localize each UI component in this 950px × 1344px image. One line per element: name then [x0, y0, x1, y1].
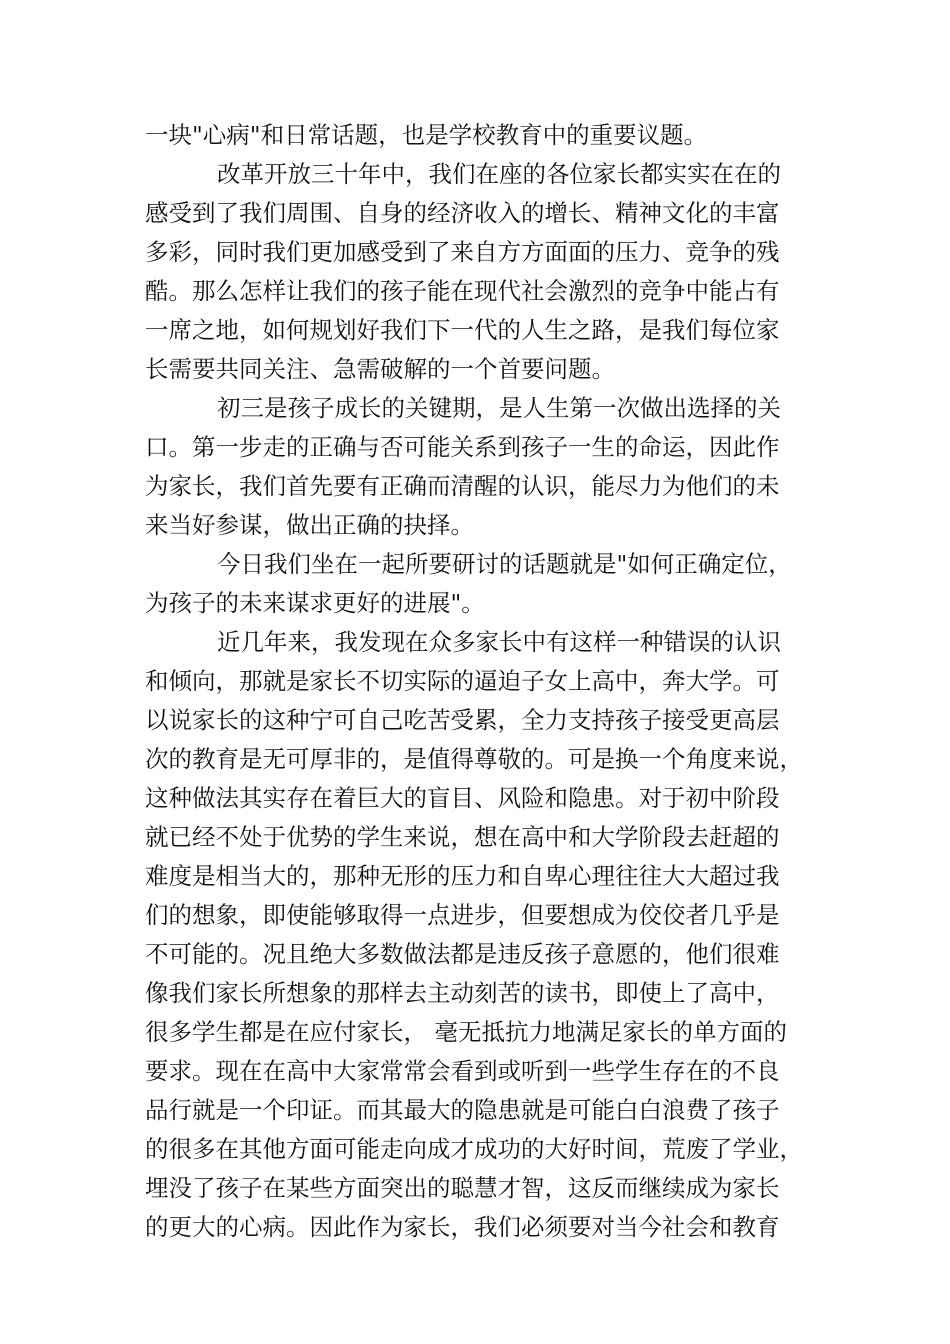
text-line-14: 近几年来，我发现在众多家长中有这样一种错误的认识 [217, 628, 781, 656]
text-line-4: 多彩，同时我们更加感受到了来自方方面面的压力、竞争的残 [145, 238, 780, 266]
text-line-2: 改革开放三十年中，我们在座的各位家长都实实在在的 [217, 160, 781, 188]
text-line-7: 长需要共同关注、急需破解的一个首要问题。 [145, 355, 615, 383]
text-line-11: 来当好参谋，做出正确的抉择。 [145, 511, 474, 539]
text-line-17: 次的教育是无可厚非的，是值得尊敬的。可是换一个角度来说， [145, 745, 803, 773]
text-line-6: 一席之地，如何规划好我们下一代的人生之路，是我们每位家 [145, 316, 780, 344]
text-line-1: 一块"心病"和日常话题，也是学校教育中的重要议题。 [145, 121, 708, 149]
text-line-22: 不可能的。况且绝大多数做法都是违反孩子意愿的，他们很难 [145, 940, 780, 968]
text-line-5: 酷。那么怎样让我们的孩子能在现代社会激烈的竞争中能占有 [145, 277, 780, 305]
text-line-19: 就已经不处于优势的学生来说，想在高中和大学阶段去赶超的 [145, 823, 780, 851]
text-line-27: 的很多在其他方面可能走向成才成功的大好时间，荒废了学业， [145, 1135, 803, 1163]
text-line-29: 的更大的心病。因此作为家长，我们必须要对当今社会和教育 [145, 1213, 780, 1241]
text-line-9: 口。第一步走的正确与否可能关系到孩子一生的命运，因此作 [145, 433, 780, 461]
text-line-24: 很多学生都是在应付家长， 毫无抵抗力地满足家长的单方面的 [145, 1018, 787, 1046]
text-line-12: 今日我们坐在一起所要研讨的话题就是"如何正确定位， [217, 550, 792, 578]
text-line-18: 这种做法其实存在着巨大的盲目、风险和隐患。对于初中阶段 [145, 784, 780, 812]
text-line-25: 要求。现在在高中大家常常会看到或听到一些学生存在的不良 [145, 1057, 780, 1085]
text-line-3: 感受到了我们周围、自身的经济收入的增长、精神文化的丰富 [145, 199, 780, 227]
text-line-13: 为孩子的未来谋求更好的进展"。 [145, 589, 485, 617]
text-line-15: 和倾向，那就是家长不切实际的逼迫子女上高中，奔大学。可 [145, 667, 780, 695]
text-line-10: 为家长，我们首先要有正确而清醒的认识，能尽力为他们的未 [145, 472, 780, 500]
text-line-8: 初三是孩子成长的关键期，是人生第一次做出选择的关 [217, 394, 781, 422]
text-line-16: 以说家长的这种宁可自己吃苦受累，全力支持孩子接受更高层 [145, 706, 780, 734]
text-line-26: 品行就是一个印证。而其最大的隐患就是可能白白浪费了孩子 [145, 1096, 780, 1124]
text-line-21: 们的想象，即使能够取得一点进步，但要想成为佼佼者几乎是 [145, 901, 780, 929]
text-line-20: 难度是相当大的，那种无形的压力和自卑心理往往大大超过我 [145, 862, 780, 890]
text-line-28: 埋没了孩子在某些方面突出的聪慧才智，这反而继续成为家长 [145, 1174, 780, 1202]
text-line-23: 像我们家长所想象的那样去主动刻苦的读书，即使上了高中， [145, 979, 780, 1007]
